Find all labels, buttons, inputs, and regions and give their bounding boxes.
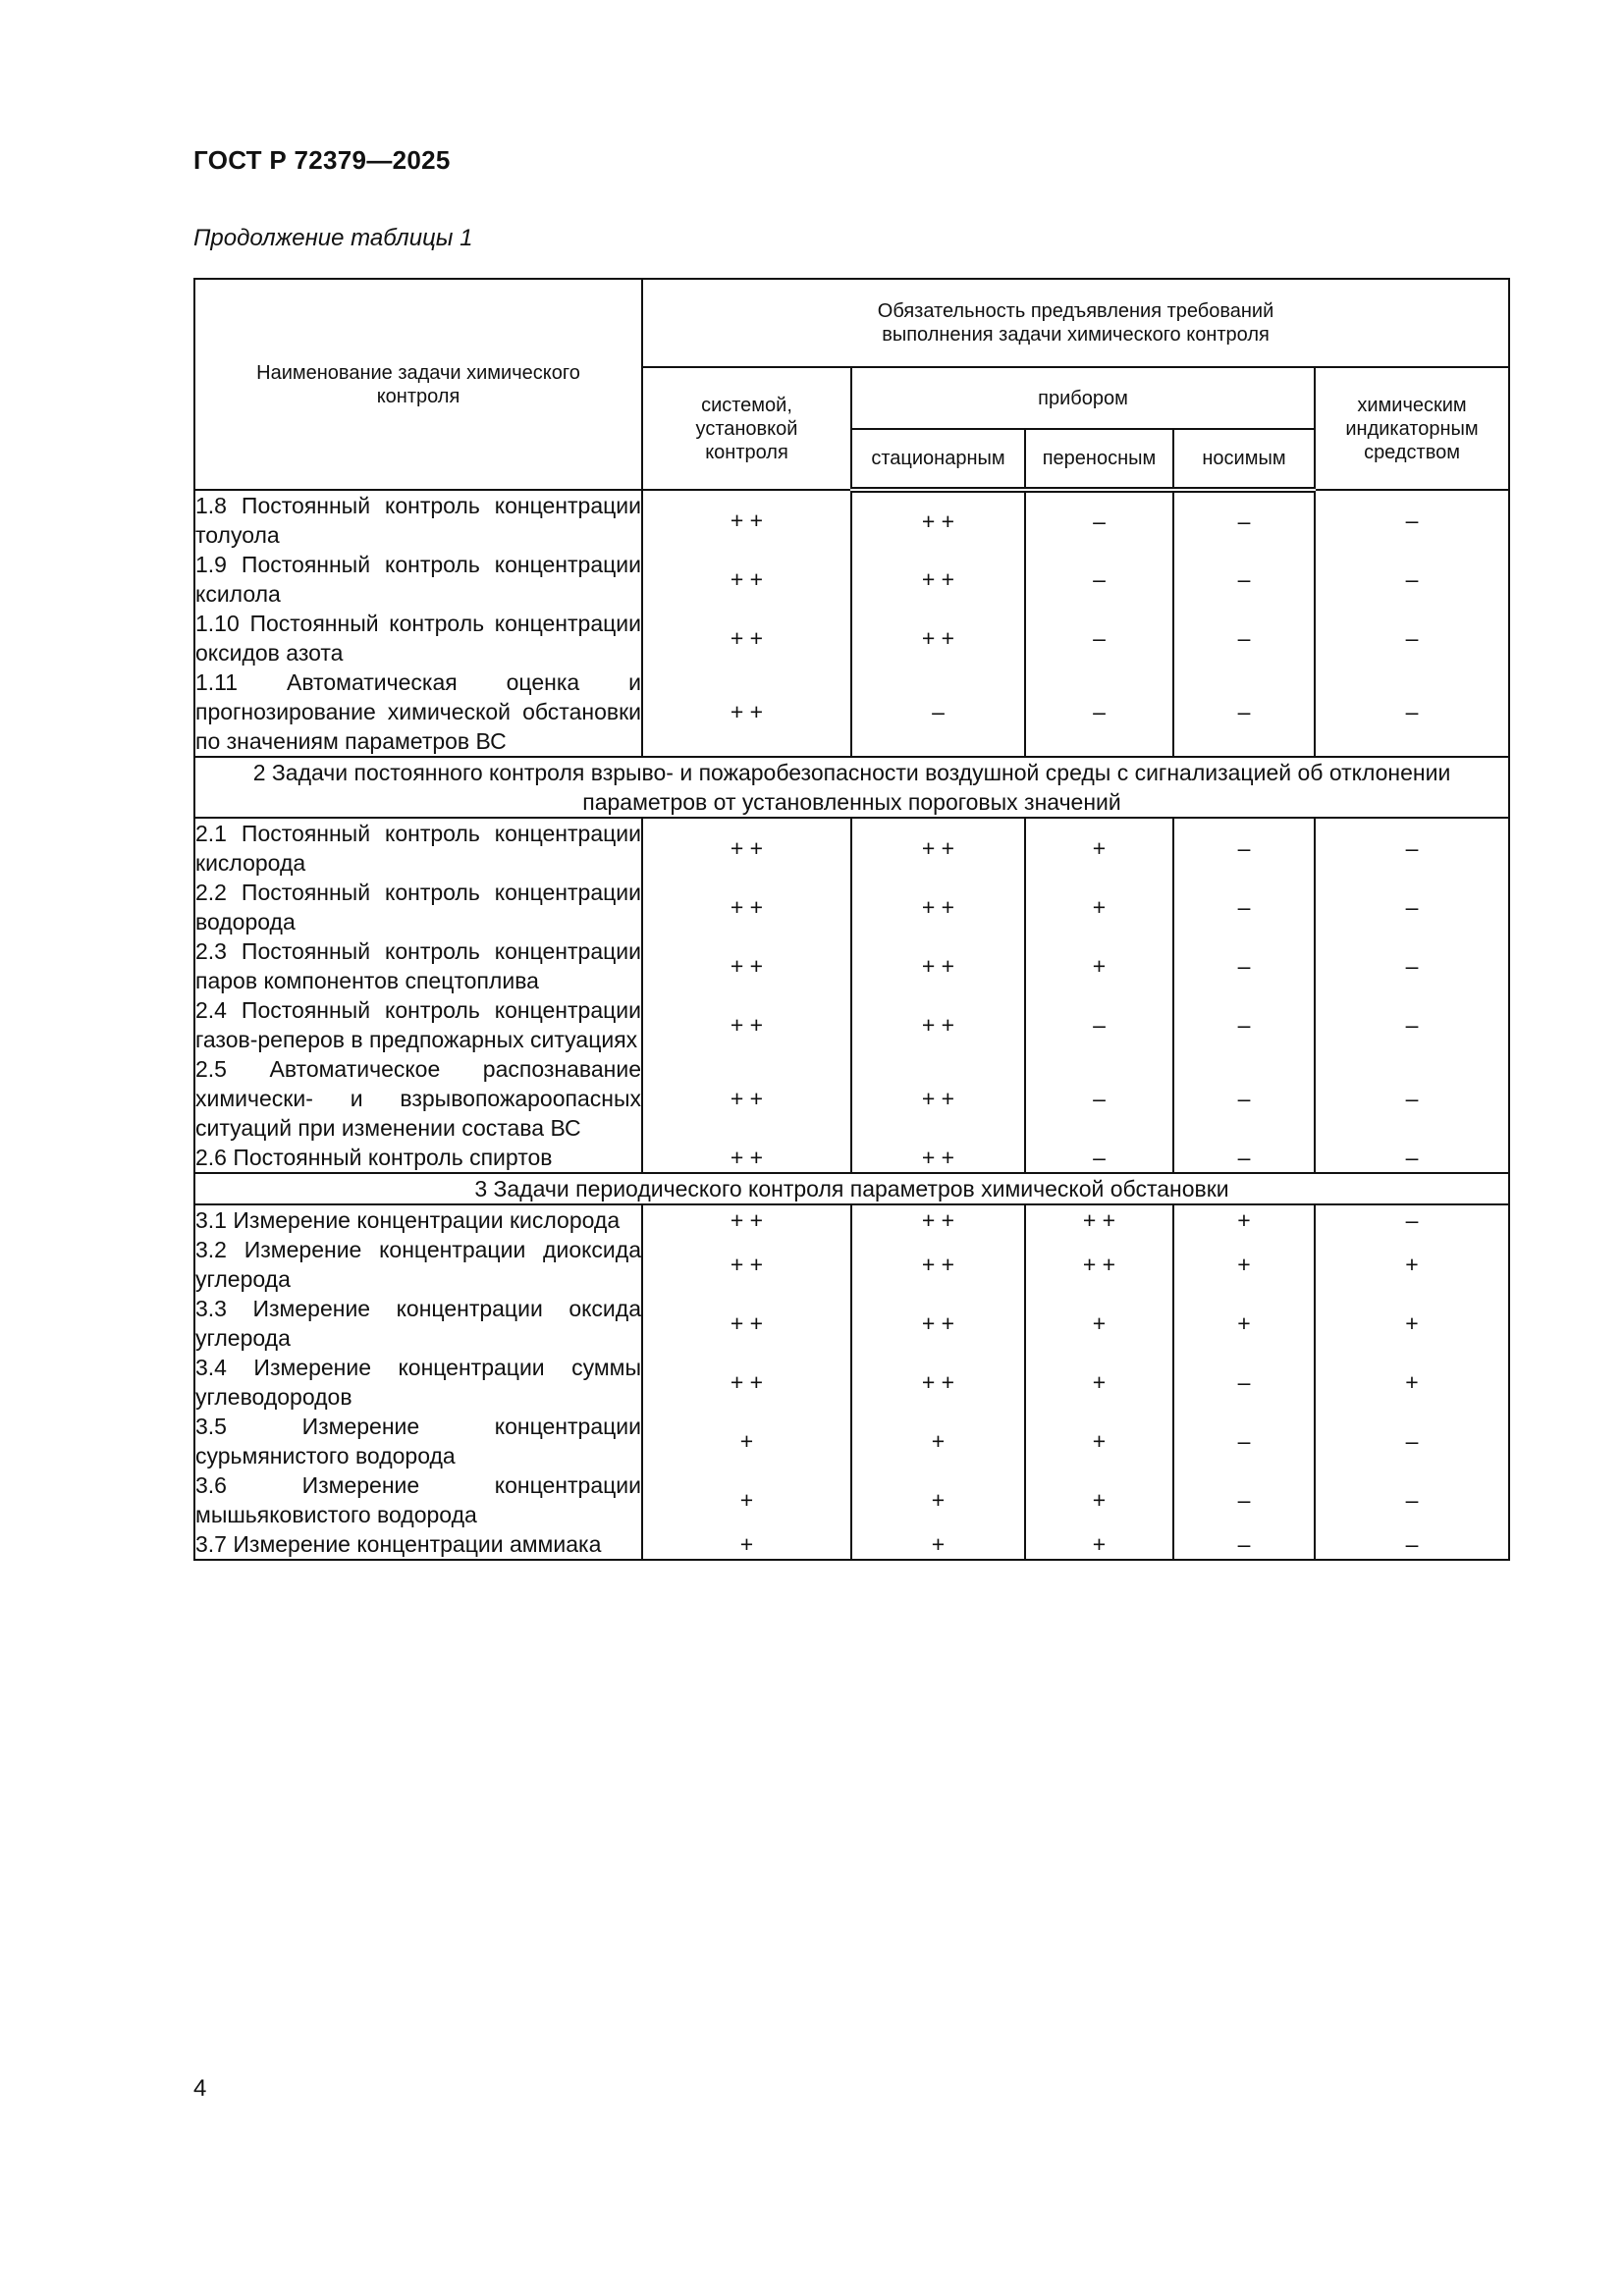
task-name-cell: 3.3 Измерение концентрации оксида углерода xyxy=(195,1296,641,1351)
mark-portable: – xyxy=(1025,1143,1173,1173)
task-name-cell: 2.5 Автоматическое распознавание химически- и взрывопожароопасных ситуаций при изменении состава ВС xyxy=(195,1056,641,1141)
table-row xyxy=(194,1412,1509,1470)
mark-system: + + xyxy=(642,1204,851,1235)
mark-wearable: + xyxy=(1173,1294,1315,1353)
mark-wearable: – xyxy=(1173,878,1315,936)
mark-wearable: + xyxy=(1173,1235,1315,1294)
mark-stationary: + xyxy=(851,1470,1025,1529)
mark-indicator: – xyxy=(1315,1204,1509,1235)
table-row xyxy=(194,1353,1509,1412)
task-name-cell: 2.4 Постоянный контроль концентрации газов-реперов в предпожарных ситуациях xyxy=(195,997,641,1052)
section-row xyxy=(194,1173,1509,1204)
header-wearable: носимым xyxy=(1173,429,1315,490)
task-name-cell: 3.7 Измерение концентрации аммиака xyxy=(194,1529,642,1560)
header-task-name: Наименование задачи химического контроля xyxy=(194,279,642,490)
mark-system: + xyxy=(642,1412,851,1470)
mark-indicator: – xyxy=(1315,1054,1509,1143)
mark-system: + xyxy=(642,1470,851,1529)
table-row xyxy=(194,1470,1509,1529)
mark-indicator: – xyxy=(1315,1529,1509,1560)
mark-portable: + xyxy=(1025,878,1173,936)
mark-stationary: + + xyxy=(851,936,1025,995)
mark-system: + + xyxy=(642,936,851,995)
mark-portable: + xyxy=(1025,818,1173,878)
mark-portable: – xyxy=(1025,550,1173,609)
page-number: 4 xyxy=(193,2075,207,2102)
mark-indicator: + xyxy=(1315,1294,1509,1353)
mark-system: + + xyxy=(642,995,851,1054)
table-row xyxy=(194,1204,1509,1235)
mark-wearable: – xyxy=(1173,490,1315,550)
mark-stationary: + + xyxy=(851,995,1025,1054)
mark-portable: + xyxy=(1025,1529,1173,1560)
task-name-cell: 1.8 Постоянный контроль концентрации толуола xyxy=(194,490,642,550)
mark-stationary: + + xyxy=(851,878,1025,936)
task-name-cell: 1.9 Постоянный контроль концентрации ксилола xyxy=(195,552,641,607)
mark-indicator: – xyxy=(1315,609,1509,667)
mark-indicator: – xyxy=(1315,818,1509,878)
task-name-cell: 3.2 Измерение концентрации диоксида углерода xyxy=(195,1237,641,1292)
requirements-table xyxy=(193,278,1510,1561)
table-row xyxy=(194,550,1509,609)
mark-portable: + xyxy=(1025,1412,1173,1470)
mark-system: + + xyxy=(642,550,851,609)
mark-wearable: – xyxy=(1173,1353,1315,1412)
section-heading-3: 3 Задачи периодического контроля параметров химической обстановки xyxy=(194,1173,1509,1204)
mark-wearable: – xyxy=(1173,609,1315,667)
mark-portable: – xyxy=(1025,995,1173,1054)
mark-indicator: + xyxy=(1315,1235,1509,1294)
task-name-cell: 3.1 Измерение концентрации кислорода xyxy=(194,1204,642,1235)
mark-system: + + xyxy=(642,818,851,878)
mark-wearable: – xyxy=(1173,1529,1315,1560)
table-body xyxy=(194,490,1509,1560)
header-system: системой, установкой контроля xyxy=(642,367,851,490)
mark-system: + + xyxy=(642,490,851,550)
mark-stationary: + + xyxy=(851,609,1025,667)
table-row xyxy=(194,1294,1509,1353)
mark-stationary: + + xyxy=(851,550,1025,609)
mark-indicator: – xyxy=(1315,1412,1509,1470)
mark-system: + + xyxy=(642,1054,851,1143)
table-row xyxy=(194,1235,1509,1294)
document-id-header: ГОСТ Р 72379—2025 xyxy=(193,145,451,175)
mark-stationary: + + xyxy=(851,1353,1025,1412)
mark-wearable: – xyxy=(1173,1054,1315,1143)
mark-indicator: – xyxy=(1315,878,1509,936)
mark-system: + + xyxy=(642,1235,851,1294)
header-obligation: Обязательность предъявления требований выполнения задачи химического контроля xyxy=(642,279,1509,367)
mark-wearable: + xyxy=(1173,1204,1315,1235)
mark-system: + + xyxy=(642,878,851,936)
section-heading-2: 2 Задачи постоянного контроля взрыво- и пожаробезопасности воздушной среды с сигнализацией об отклонении параметров от установленных пороговых значений xyxy=(194,757,1509,818)
table-row xyxy=(194,1054,1509,1143)
mark-stationary: + + xyxy=(851,1054,1025,1143)
mark-wearable: – xyxy=(1173,1143,1315,1173)
mark-indicator: – xyxy=(1315,936,1509,995)
header-device: прибором xyxy=(851,367,1315,429)
mark-indicator: – xyxy=(1315,1470,1509,1529)
mark-system: + + xyxy=(642,609,851,667)
mark-portable: – xyxy=(1025,667,1173,757)
mark-system: + + xyxy=(642,1143,851,1173)
task-name-cell: 2.3 Постоянный контроль концентрации паров компонентов спецтоплива xyxy=(195,938,641,993)
header-portable: переносным xyxy=(1025,429,1173,490)
mark-indicator: – xyxy=(1315,550,1509,609)
header-stationary: стационарным xyxy=(851,429,1025,490)
table-row xyxy=(194,1143,1509,1173)
mark-system: + + xyxy=(642,1353,851,1412)
task-name-cell: 2.6 Постоянный контроль спиртов xyxy=(194,1143,642,1173)
table-row xyxy=(194,1529,1509,1560)
mark-stationary: + + xyxy=(851,490,1025,550)
mark-portable: + xyxy=(1025,1294,1173,1353)
mark-indicator: – xyxy=(1315,490,1509,550)
mark-portable: + + xyxy=(1025,1235,1173,1294)
section-row xyxy=(194,757,1509,818)
table-continuation-caption: Продолжение таблицы 1 xyxy=(193,225,473,251)
table-row xyxy=(194,878,1509,936)
mark-indicator: – xyxy=(1315,1143,1509,1173)
table-row xyxy=(194,490,1509,550)
mark-wearable: – xyxy=(1173,667,1315,757)
table-row xyxy=(194,936,1509,995)
mark-portable: + + xyxy=(1025,1204,1173,1235)
mark-stationary: + + xyxy=(851,1294,1025,1353)
mark-indicator: – xyxy=(1315,995,1509,1054)
mark-system: + + xyxy=(642,667,851,757)
mark-stationary: – xyxy=(851,667,1025,757)
mark-portable: – xyxy=(1025,1054,1173,1143)
table-row xyxy=(194,995,1509,1054)
table-row xyxy=(194,818,1509,878)
mark-stationary: + + xyxy=(851,1143,1025,1173)
mark-indicator: – xyxy=(1315,667,1509,757)
mark-stationary: + + xyxy=(851,1204,1025,1235)
task-name-cell: 2.2 Постоянный контроль концентрации водорода xyxy=(195,880,641,934)
task-name-cell: 1.11 Автоматическая оценка и прогнозирование химической обстановки по значениям параметров ВС xyxy=(194,667,642,757)
mark-wearable: – xyxy=(1173,550,1315,609)
table-row xyxy=(194,609,1509,667)
mark-wearable: – xyxy=(1173,1470,1315,1529)
task-name-cell: 3.4 Измерение концентрации суммы углеводородов xyxy=(195,1355,641,1410)
mark-stationary: + xyxy=(851,1529,1025,1560)
mark-wearable: – xyxy=(1173,1412,1315,1470)
mark-wearable: – xyxy=(1173,818,1315,878)
mark-stationary: + + xyxy=(851,1235,1025,1294)
mark-portable: – xyxy=(1025,490,1173,550)
mark-portable: + xyxy=(1025,1353,1173,1412)
mark-stationary: + + xyxy=(851,818,1025,878)
mark-system: + + xyxy=(642,1294,851,1353)
mark-system: + xyxy=(642,1529,851,1560)
mark-portable: + xyxy=(1025,936,1173,995)
mark-wearable: – xyxy=(1173,936,1315,995)
mark-stationary: + xyxy=(851,1412,1025,1470)
mark-portable: + xyxy=(1025,1470,1173,1529)
table-row xyxy=(194,667,1509,757)
mark-wearable: – xyxy=(1173,995,1315,1054)
header-indicator: химическим индикаторным средством xyxy=(1315,367,1509,490)
task-name-cell: 2.1 Постоянный контроль концентрации кислорода xyxy=(194,818,642,878)
mark-indicator: + xyxy=(1315,1353,1509,1412)
mark-portable: – xyxy=(1025,609,1173,667)
task-name-cell: 3.6 Измерение концентрации мышьяковистого водорода xyxy=(195,1472,641,1527)
task-name-cell: 3.5 Измерение концентрации сурьмянистого водорода xyxy=(195,1414,641,1468)
task-name-cell: 1.10 Постоянный контроль концентрации оксидов азота xyxy=(195,611,641,666)
